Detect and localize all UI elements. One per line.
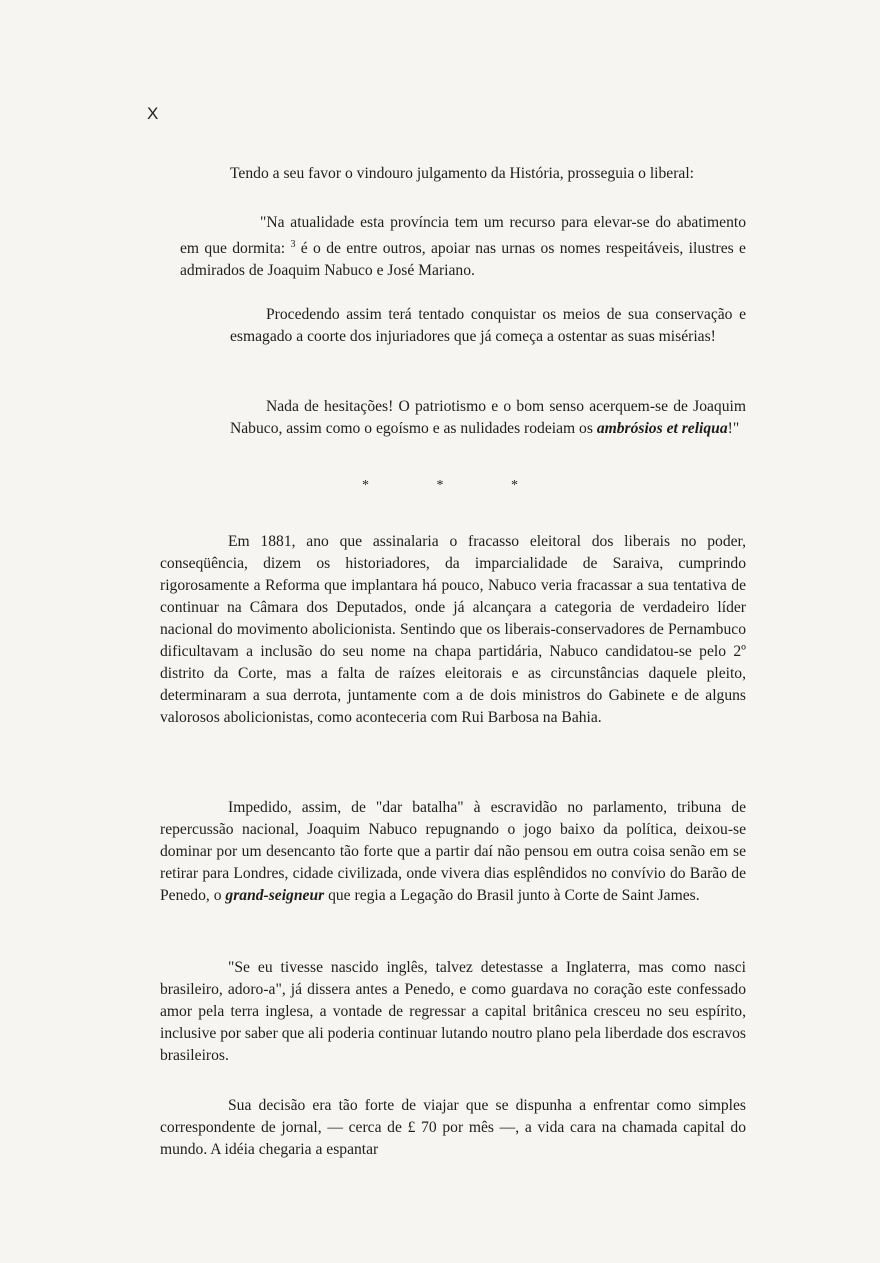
quote-paragraph-1 — [180, 212, 746, 282]
body-p2-before: Impedido, assim, de "dar batalha" à escravidão no parlamento, tribuna de repercussão nacional, Joaquim Nabuco repugnando o jogo baixo da política, deixou-se dominar por um desencanto tão forte que a partir daí não pensou em outra coisa senão em se retirar para Londres, cidade civilizada, onde vivera dias esplêndidos no convívio do Barão de Penedo, o — [160, 799, 746, 904]
body-paragraph-4: Sua decisão era tão forte de viajar que se dispunha a enfrentar como simples correspondente de jornal, — cerca de £ 70 por mês —, a vida cara na chamada capital do mundo. A idéia chegaria a espantar — [160, 1097, 746, 1158]
quote-paragraph-2: Procedendo assim terá tentado conquistar os meios de sua conservação e esmagado a coorte dos injuriadores que já começa a ostentar as suas misérias! — [230, 306, 746, 345]
quote-p3-emphasis: ambrósios et reliqua — [596, 420, 728, 437]
quote-p3-after: !" — [727, 420, 740, 437]
body-p2-emphasis: grand-seigneur — [225, 887, 325, 904]
section-separator: * * * — [362, 478, 550, 493]
quote-p3-before: Nada de hesitações! O patriotismo e o bom senso acerquem-se de Joaquim Nabuco, assim como o egoísmo e as nulidades rodeiam os — [230, 398, 746, 437]
body-paragraph-2 — [160, 797, 746, 907]
page-number: X — [147, 104, 159, 123]
footnote-marker: 3 — [290, 239, 296, 250]
body-paragraph-3: "Se eu tivesse nascido inglês, talvez detestasse a Inglaterra, mas como nasci brasileiro, adoro-a", já dissera antes a Penedo, e como guardava no coração este confessado amor pela terra inglesa, a vontade de regressar a capital britânica cresceu no seu espírito, inclusive por saber que ali poderia continuar lutando noutro plano pela liberdade dos escravos brasileiros. — [160, 959, 746, 1064]
quote-paragraph-3 — [230, 396, 746, 440]
body-paragraph-1: Em 1881, ano que assinalaria o fracasso eleitoral dos liberais no poder, conseqüência, dizem os historiadores, da imparcialidade de Saraiva, cumprindo rigorosamente a Reforma que implantara há pouco, Nabuco veria fracassar a sua tentativa de continuar na Câmara dos Deputados, onde já alcançara a categoria de verdadeiro líder nacional do movimento abolicionista. Sentindo que os liberais-conservadores de Pernambuco dificultavam a inclusão do seu nome na chapa partidária, Nabuco candidatou-se pelo 2º distrito da Corte, mas a falta de raízes eleitorais e as circunstâncias daquele pleito, determinaram a sua derrota, juntamente com a de dois ministros do Gabinete e de alguns valorosos abolicionistas, como aconteceria com Rui Barbosa na Bahia. — [160, 533, 746, 726]
quote-p1-after: é o de entre outros, apoiar nas urnas os nomes respeitáveis, ilustres e admirados de Joaquim Nabuco e José Mariano. — [180, 240, 746, 280]
quote-p1-before: "Na atualidade esta província tem um recurso para elevar-se do abatimento em que dormita: — [180, 214, 746, 258]
intro-paragraph: Tendo a seu favor o vindouro julgamento da História, prosseguia o liberal: — [230, 165, 695, 182]
body-p2-after: que regia a Legação do Brasil junto à Corte de Saint James. — [324, 887, 700, 904]
